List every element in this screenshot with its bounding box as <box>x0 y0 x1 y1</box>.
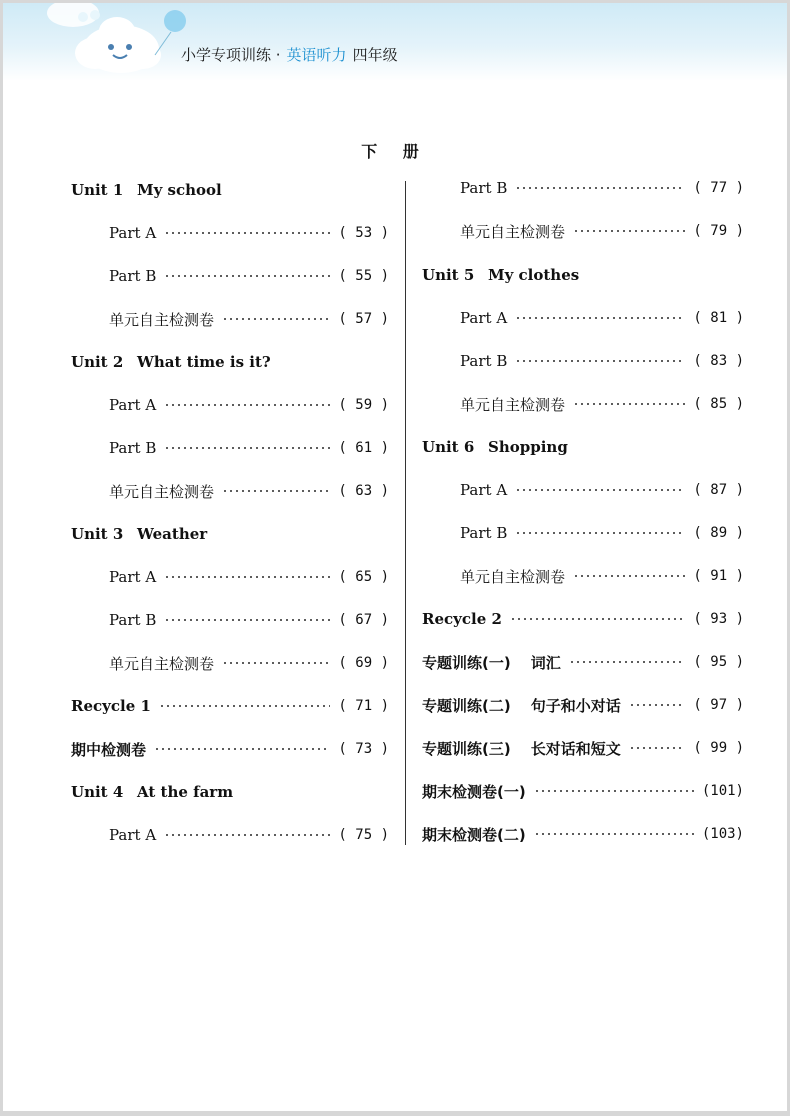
toc-entry[interactable]: Part A ( 81 ) <box>460 309 744 327</box>
toc-entry[interactable]: 单元自主检测卷 ( 57 ) <box>109 310 389 329</box>
toc-unit-heading[interactable]: Unit 5 My clothes <box>422 266 580 284</box>
leader-dots <box>164 398 330 412</box>
toc-unit-heading[interactable]: Unit 1 My school <box>71 181 222 199</box>
leader-dots <box>573 224 685 238</box>
toc-entry[interactable]: 单元自主检测卷 ( 91 ) <box>460 567 744 586</box>
column-divider <box>405 181 406 845</box>
toc-entry[interactable]: 专题训练(二) 句子和小对话 ( 97 ) <box>422 696 744 715</box>
leader-dots <box>159 699 331 713</box>
toc-unit-heading[interactable]: Unit 6 Shopping <box>422 438 568 456</box>
leader-dots <box>164 269 330 283</box>
book-grade: 四年级 <box>352 46 398 64</box>
leader-dots <box>222 312 330 326</box>
cloud-mascot-icon <box>43 3 203 81</box>
section-title: 下 册 <box>361 142 429 161</box>
toc-entry[interactable]: 期末检测卷(一) (101) <box>422 782 744 801</box>
leader-dots <box>515 311 685 325</box>
leader-dots <box>222 484 330 498</box>
leader-dots <box>534 784 694 798</box>
toc-entry[interactable]: Part A ( 53 ) <box>109 224 389 242</box>
leader-dots <box>573 569 685 583</box>
leader-dots <box>164 613 330 627</box>
toc-entry[interactable]: 单元自主检测卷 ( 79 ) <box>460 222 744 241</box>
toc-entry[interactable]: Part B ( 61 ) <box>109 439 389 457</box>
toc-entry[interactable]: Recycle 1 ( 71 ) <box>71 697 389 715</box>
leader-dots <box>510 612 686 626</box>
book-series: 小学专项训练 · <box>181 46 281 64</box>
toc-unit-heading[interactable]: Unit 4 At the farm <box>71 783 234 801</box>
toc-entry[interactable]: 期中检测卷 ( 73 ) <box>71 740 389 759</box>
leader-dots <box>164 570 330 584</box>
toc-entry[interactable]: Part B ( 89 ) <box>460 524 744 542</box>
toc-entry[interactable]: 单元自主检测卷 ( 85 ) <box>460 395 744 414</box>
leader-dots <box>164 441 330 455</box>
toc-entry[interactable]: 单元自主检测卷 ( 69 ) <box>109 654 389 673</box>
leader-dots <box>569 655 686 669</box>
leader-dots <box>515 483 685 497</box>
toc-entry[interactable]: Part B ( 77 ) <box>460 179 744 197</box>
leader-dots <box>534 827 694 841</box>
leader-dots <box>515 181 685 195</box>
toc-entry[interactable]: Part A ( 59 ) <box>109 396 389 414</box>
page <box>3 3 787 1111</box>
leader-dots <box>164 828 330 842</box>
leader-dots <box>515 354 685 368</box>
toc-unit-heading[interactable]: Unit 2 What time is it? <box>71 353 271 371</box>
toc-entry[interactable]: 专题训练(三) 长对话和短文 ( 99 ) <box>422 739 744 758</box>
leader-dots <box>573 397 685 411</box>
leader-dots <box>629 698 686 712</box>
leader-dots <box>164 226 330 240</box>
toc-entry[interactable]: Part B ( 55 ) <box>109 267 389 285</box>
toc-entry[interactable]: Recycle 2 ( 93 ) <box>422 610 744 628</box>
toc-entry[interactable]: 期末检测卷(二) (103) <box>422 825 744 844</box>
book-title <box>181 44 398 65</box>
toc-entry[interactable]: 专题训练(一) 词汇 ( 95 ) <box>422 653 744 672</box>
toc-entry[interactable]: Part B ( 83 ) <box>460 352 744 370</box>
header-banner <box>3 3 787 81</box>
toc-entry[interactable]: Part A ( 87 ) <box>460 481 744 499</box>
toc-entry[interactable]: 单元自主检测卷 ( 63 ) <box>109 482 389 501</box>
toc-unit-heading[interactable]: Unit 3 Weather <box>71 525 208 543</box>
toc-entry[interactable]: Part A ( 65 ) <box>109 568 389 586</box>
leader-dots <box>629 741 686 755</box>
leader-dots <box>515 526 685 540</box>
leader-dots <box>222 656 330 670</box>
book-subject: 英语听力 <box>286 46 347 64</box>
leader-dots <box>154 742 330 756</box>
toc-entry[interactable]: Part B ( 67 ) <box>109 611 389 629</box>
toc-entry[interactable]: Part A ( 75 ) <box>109 826 389 844</box>
